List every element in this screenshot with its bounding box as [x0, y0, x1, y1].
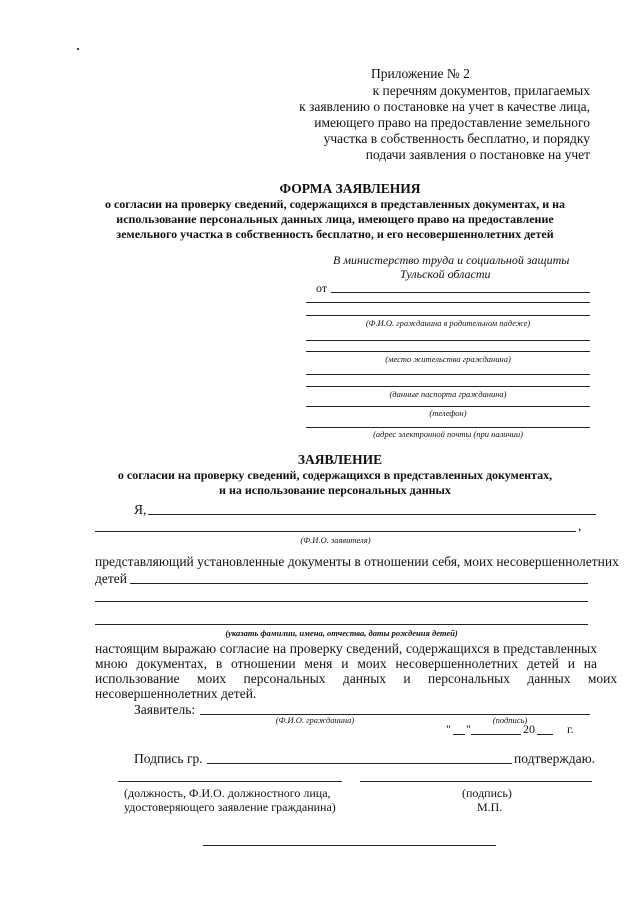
fio-line-1[interactable] — [306, 302, 590, 303]
statement-heading: ЗАЯВЛЕНИЕ — [297, 452, 383, 467]
appendix-line-5: подачи заявления о постановке на учет — [365, 147, 590, 162]
date-month-line[interactable] — [471, 734, 521, 735]
date-quote-close: " — [466, 722, 471, 736]
consent-line-3: использование моих персональных данных и персональных данных моих — [95, 671, 618, 686]
phone-line[interactable] — [306, 406, 590, 407]
comma: , — [578, 518, 582, 533]
caption-fio: (Ф.И.О. гражданина в родительном падеже) — [365, 318, 531, 328]
children-line-3[interactable] — [95, 624, 588, 625]
from-label: от — [316, 281, 328, 295]
date-suffix: г. — [567, 722, 574, 736]
consent-line-2: мною документах, в отношении меня и моих несовершеннолетних детей и на — [95, 656, 597, 671]
representing-text: представляющий установленные документы в отношении себя, моих несовершеннолетних — [95, 554, 619, 569]
caption-applicant: (Ф.И.О. заявителя) — [300, 535, 371, 545]
recipient-line-2: Тульской области — [400, 267, 491, 281]
appendix-line-1: к перечням документов, прилагаемых — [372, 83, 590, 98]
consent-line-4: несовершеннолетних детей. — [95, 686, 257, 701]
from-line[interactable] — [331, 292, 590, 293]
form-subheading-1: о согласии на проверку сведений, содержащихся в представленных документах, и на — [104, 197, 566, 211]
appendix-title: Приложение № 2 — [371, 66, 470, 81]
official-position-line[interactable] — [118, 781, 342, 782]
date-quote-open: " — [446, 722, 451, 736]
caption-phone: (телефон) — [429, 408, 467, 418]
date-year-prefix: 20 — [523, 722, 535, 736]
footer-line — [203, 845, 496, 846]
fio-line-2[interactable] — [306, 315, 590, 316]
caption-children: (указать фамилии, имена, отчества, даты рождения детей) — [225, 628, 458, 638]
certified-name-line[interactable] — [207, 763, 512, 764]
caption-citizen: (Ф.И.О. гражданина) — [275, 715, 355, 725]
appendix-line-3: имеющего право на предоставление земельного — [314, 115, 590, 130]
applicant-name-line-1[interactable] — [148, 514, 596, 515]
signature-caption: (подпись) — [462, 786, 512, 800]
passport-line-1[interactable] — [306, 374, 590, 375]
form-subheading-2: использование персональных данных лица, имеющего право на предоставление — [116, 212, 554, 226]
signature-label: Подпись гр. — [134, 751, 203, 766]
applicant-name-line-2[interactable] — [95, 531, 576, 532]
statement-subheading-2: и на использование персональных данных — [219, 483, 451, 497]
form-heading: ФОРМА ЗАЯВЛЕНИЯ — [279, 181, 421, 196]
form-subheading-3: земельного участка в собственность бесплатно, и его несовершеннолетних детей — [116, 227, 554, 241]
recipient-line-1: В министерство труда и социальной защиты — [333, 253, 570, 267]
date-year-line[interactable] — [537, 734, 553, 735]
position-caption-1: (должность, Ф.И.О. должностного лица, — [124, 786, 331, 800]
consent-line-1: настоящим выражаю согласие на проверку сведений, содержащихся в представленных — [95, 641, 597, 656]
passport-line-2[interactable] — [306, 386, 590, 387]
scan-dot — [77, 48, 79, 50]
residence-line-2[interactable] — [306, 351, 590, 352]
residence-line-1[interactable] — [306, 340, 590, 341]
caption-residence: (место жительства гражданина) — [385, 354, 511, 364]
official-signature-line[interactable] — [360, 781, 592, 782]
caption-signature: (подпись) — [492, 715, 528, 725]
i-label: Я, — [134, 502, 147, 517]
date-day-line[interactable] — [453, 734, 465, 735]
children-label: детей — [95, 571, 127, 586]
appendix-line-2: к заявлению о постановке на учет в качестве лица, — [299, 99, 590, 114]
position-caption-2: удостоверяющего заявление гражданина) — [124, 800, 336, 814]
caption-email: (адрес электронной почты (при наличии) — [373, 429, 523, 439]
statement-subheading-1: о согласии на проверку сведений, содержащихся в представленных документах, — [117, 468, 553, 482]
children-line-1[interactable] — [130, 583, 588, 584]
email-line[interactable] — [306, 427, 590, 428]
applicant-label: Заявитель: — [134, 702, 196, 717]
appendix-line-4: участка в собственность бесплатно, и порядку — [323, 131, 590, 146]
stamp-label: М.П. — [477, 800, 503, 814]
children-line-2[interactable] — [95, 601, 588, 602]
confirm-text: подтверждаю. — [514, 751, 596, 766]
caption-passport: (данные паспорта гражданина) — [389, 389, 507, 399]
